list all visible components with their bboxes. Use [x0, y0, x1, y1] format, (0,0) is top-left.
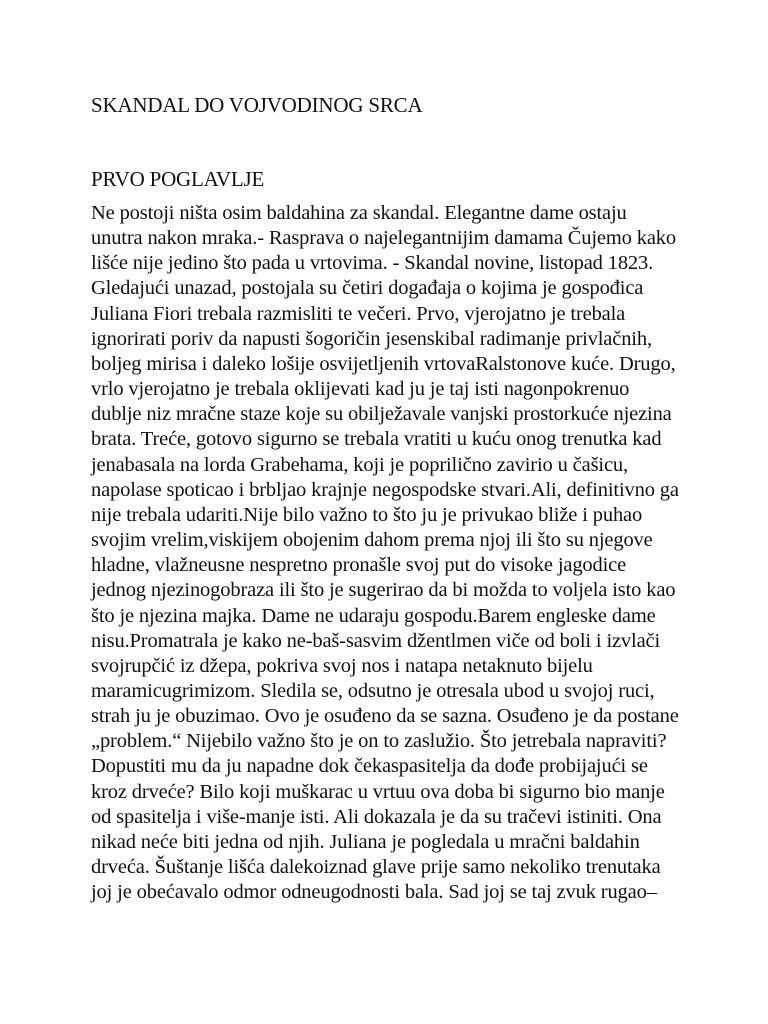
- text-line: Ne postoji ništa osim baldahina za skandal. Elegantne dame ostaju: [91, 202, 627, 224]
- text-line: unutra nakon mraka.- Rasprava o najelegantnijim damama Čujemo kako: [91, 227, 676, 250]
- body-text: [91, 201, 711, 905]
- text-line: napolase spoticao i brbljao krajnje negospodske stvari.Ali, definitivno ga: [91, 478, 679, 501]
- text-line: dublje niz mračne staze koje su obilježavale vanjski prostorkuće njezina: [91, 403, 672, 426]
- text-line: kroz drveće? Bilo koji muškarac u vrtuu ova doba bi sigurno bio manje: [91, 780, 665, 803]
- text-line: vrlo vjerojatno je trebala oklijevati kad ju je taj isti nagonpokrenuo: [91, 378, 630, 401]
- text-line: Gledajući unazad, postojala su četiri događaja o kojima je gospođica: [91, 277, 644, 300]
- text-line: strah ju je obuzimao. Ovo je osuđeno da se sazna. Osuđeno je da postane: [91, 705, 679, 728]
- text-line: Dopustiti mu da ju napadne dok čekaspasitelja da dođe probijajući se: [91, 755, 648, 778]
- text-line: brata. Treće, gotovo sigurno se trebala vratiti u kuću onog trenutka kad: [91, 428, 662, 451]
- text-line: nisu.Promatrala je kako ne-baš-sasvim džentlmen viče od boli i izvlači: [91, 629, 661, 652]
- text-line: maramicugrimizom. Sledila se, odsutno je otresala ubod u svojoj ruci,: [91, 679, 655, 702]
- text-line: hladne, vlažneusne nespretno pronašle svoj put do visoke jagodice: [91, 554, 627, 577]
- text-line: „problem.“ Nijebilo važno što je on to zaslužio. Što jetrebala napraviti?: [91, 730, 667, 753]
- text-line: boljeg mirisa i daleko lošije osvijetljenih vrtovaRalstonove kuće. Drugo,: [91, 352, 676, 375]
- text-line: joj je obećavalo odmor odneugodnosti bala. Sad joj se taj zvuk rugao–: [91, 881, 657, 904]
- text-line: nije trebala udariti.Nije bilo važno to što ju je privukao bliže i puhao: [91, 503, 643, 526]
- text-line: svojrupčić iz džepa, pokriva svoj nos i natapa netaknuto bijelu: [91, 654, 593, 677]
- text-line: jenabasala na lorda Grabehama, koji je poprilično zavirio u čašicu,: [91, 453, 628, 476]
- text-line: svojim vrelim,viskijem obojenim dahom prema njoj ili što su njegove: [91, 529, 653, 552]
- text-line: lišće nije jedino što pada u vrtovima. - Skandal novine, listopad 1823.: [91, 252, 654, 275]
- text-line: od spasitelja i više-manje isti. Ali dokazala je da su tračevi istiniti. Ona: [91, 805, 662, 828]
- text-line: Juliana Fiori trebala razmisliti te večeri. Prvo, vjerojatno je trebala: [91, 302, 626, 325]
- chapter-heading: PRVO POGLAVLJE: [91, 167, 265, 191]
- text-line: nikad neće biti jedna od njih. Juliana je pogledala u mračni baldahin: [91, 830, 640, 853]
- text-line: jednog njezinogobraza ili što je sugerirao da bi možda to voljela isto kao: [91, 579, 676, 602]
- text-line: što je njezina majka. Dame ne udaraju gospodu.Barem engleske dame: [91, 604, 656, 627]
- document-title: SKANDAL DO VOJVODINOG SRCA: [91, 93, 423, 117]
- text-line: ignorirati poriv da napusti šogoričin jesenskibal radimanje privlačnih,: [91, 327, 652, 350]
- text-line: drveća. Šuštanje lišća dalekoiznad glave prije samo nekoliko trenutaka: [91, 856, 661, 879]
